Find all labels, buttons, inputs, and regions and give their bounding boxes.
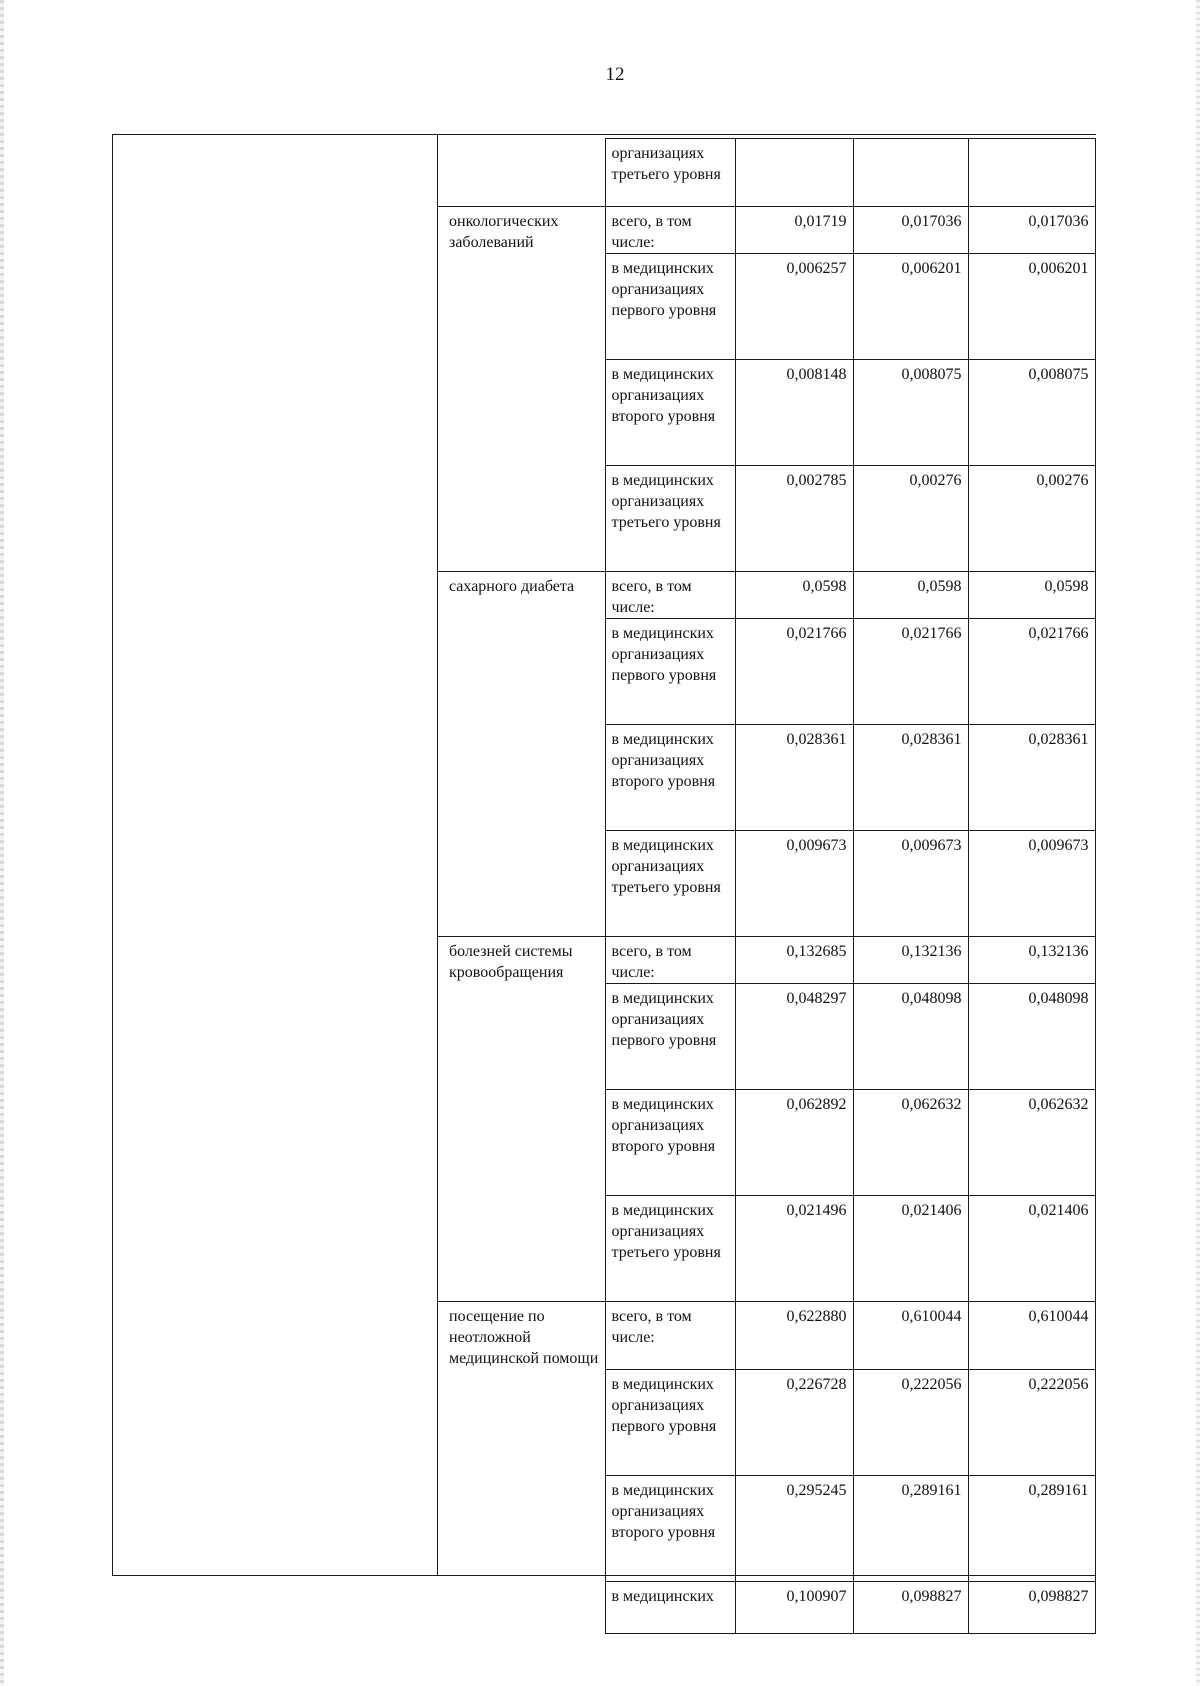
level-cell: в медицинских организациях первого уровня xyxy=(605,984,735,1090)
table-row xyxy=(437,1196,1095,1302)
value-cell-1: 0,226728 xyxy=(735,1369,853,1475)
value-cell-3: 0,048098 xyxy=(968,984,1095,1090)
disease-cell xyxy=(437,1090,605,1196)
value-cell-2: 0,048098 xyxy=(853,984,968,1090)
value-cell-1: 0,048297 xyxy=(735,984,853,1090)
value-cell-3: 0,021766 xyxy=(968,619,1095,725)
value-cell-2: 0,009673 xyxy=(853,831,968,937)
level-cell: всего, в том числе: xyxy=(605,572,735,619)
value-cell-1: 0,01719 xyxy=(735,207,853,254)
value-cell-3: 0,009673 xyxy=(968,831,1095,937)
value-cell-1: 0,062892 xyxy=(735,1090,853,1196)
value-cell-3: 0,610044 xyxy=(968,1302,1095,1370)
disease-cell xyxy=(437,725,605,831)
table-row xyxy=(437,831,1095,937)
level-cell: в медицинских организациях второго уровня xyxy=(605,1090,735,1196)
disease-cell xyxy=(437,254,605,360)
value-cell-2: 0,062632 xyxy=(853,1090,968,1196)
value-cell-2: 0,006201 xyxy=(853,254,968,360)
value-cell-3: 0,098827 xyxy=(968,1581,1095,1633)
table-row xyxy=(437,360,1095,466)
scan-edge-right xyxy=(1196,0,1200,1686)
table-row xyxy=(437,1090,1095,1196)
value-cell-3: 0,132136 xyxy=(968,937,1095,984)
level-cell: в медицинских организациях второго уровня xyxy=(605,360,735,466)
disease-cell: онкологических заболеваний xyxy=(437,207,605,254)
value-cell-3: 0,222056 xyxy=(968,1369,1095,1475)
level-cell: всего, в том числе: xyxy=(605,1302,735,1370)
table-row xyxy=(437,254,1095,360)
value-cell-1: 0,008148 xyxy=(735,360,853,466)
level-cell: в медицинских xyxy=(605,1581,735,1633)
disease-cell xyxy=(437,619,605,725)
table-row xyxy=(437,1581,1095,1633)
disease-cell: болезней системы кровообращения xyxy=(437,937,605,984)
value-cell-2: 0,008075 xyxy=(853,360,968,466)
value-cell-3: 0,289161 xyxy=(968,1475,1095,1581)
value-cell-3: 0,008075 xyxy=(968,360,1095,466)
level-cell: в медицинских организациях первого уровня xyxy=(605,1369,735,1475)
value-cell-3: 0,062632 xyxy=(968,1090,1095,1196)
disease-cell xyxy=(437,1369,605,1475)
level-cell: в медицинских организациях первого уровня xyxy=(605,254,735,360)
value-cell-2: 0,222056 xyxy=(853,1369,968,1475)
table-row xyxy=(437,1475,1095,1581)
value-cell-2 xyxy=(853,139,968,207)
level-cell: всего, в том числе: xyxy=(605,937,735,984)
value-cell-1: 0,002785 xyxy=(735,466,853,572)
value-cell-3: 0,006201 xyxy=(968,254,1095,360)
value-cell-2: 0,017036 xyxy=(853,207,968,254)
disease-cell xyxy=(437,360,605,466)
level-cell: в медицинских организациях третьего уровня xyxy=(605,466,735,572)
value-cell-1 xyxy=(735,139,853,207)
value-cell-3: 0,0598 xyxy=(968,572,1095,619)
value-cell-3 xyxy=(968,139,1095,207)
value-cell-3: 0,021406 xyxy=(968,1196,1095,1302)
value-cell-2: 0,00276 xyxy=(853,466,968,572)
disease-cell xyxy=(437,466,605,572)
value-cell-1: 0,006257 xyxy=(735,254,853,360)
disease-cell xyxy=(437,1196,605,1302)
value-cell-2: 0,028361 xyxy=(853,725,968,831)
value-cell-2: 0,098827 xyxy=(853,1581,968,1633)
value-cell-2: 0,610044 xyxy=(853,1302,968,1370)
disease-cell xyxy=(437,1581,605,1633)
table-row xyxy=(437,466,1095,572)
value-cell-1: 0,0598 xyxy=(735,572,853,619)
table-row xyxy=(437,619,1095,725)
value-cell-1: 0,028361 xyxy=(735,725,853,831)
scan-edge-left xyxy=(0,0,4,1686)
value-cell-1: 0,021496 xyxy=(735,1196,853,1302)
value-cell-2: 0,021406 xyxy=(853,1196,968,1302)
value-cell-1: 0,295245 xyxy=(735,1475,853,1581)
value-cell-2: 0,132136 xyxy=(853,937,968,984)
value-cell-3: 0,028361 xyxy=(968,725,1095,831)
disease-cell xyxy=(437,831,605,937)
table-row xyxy=(437,572,1095,619)
indicators-table xyxy=(437,138,1096,1634)
disease-cell xyxy=(437,984,605,1090)
level-cell: в медицинских организациях третьего уровня xyxy=(605,1196,735,1302)
level-cell: в медицинских организациях первого уровня xyxy=(605,619,735,725)
level-cell: организациях третьего уровня xyxy=(605,139,735,207)
page-number: 12 xyxy=(605,64,625,85)
value-cell-1: 0,021766 xyxy=(735,619,853,725)
level-cell: всего, в том числе: xyxy=(605,207,735,254)
level-cell: в медицинских организациях второго уровня xyxy=(605,725,735,831)
value-cell-1: 0,132685 xyxy=(735,937,853,984)
value-cell-1: 0,009673 xyxy=(735,831,853,937)
disease-cell: сахарного диабета xyxy=(437,572,605,619)
value-cell-3: 0,017036 xyxy=(968,207,1095,254)
value-cell-3: 0,00276 xyxy=(968,466,1095,572)
table-row xyxy=(437,1302,1095,1370)
value-cell-1: 0,622880 xyxy=(735,1302,853,1370)
value-cell-2: 0,021766 xyxy=(853,619,968,725)
table-row xyxy=(437,1369,1095,1475)
value-cell-2: 0,0598 xyxy=(853,572,968,619)
table-row xyxy=(437,139,1095,207)
level-cell: в медицинских организациях второго уровня xyxy=(605,1475,735,1581)
value-cell-1: 0,100907 xyxy=(735,1581,853,1633)
disease-cell xyxy=(437,1475,605,1581)
table-row xyxy=(437,937,1095,984)
level-cell: в медицинских организациях третьего уровня xyxy=(605,831,735,937)
value-cell-2: 0,289161 xyxy=(853,1475,968,1581)
table-row xyxy=(437,725,1095,831)
disease-cell: посещение по неотложной медицинской помощи xyxy=(437,1302,605,1370)
table-row xyxy=(437,207,1095,254)
disease-cell xyxy=(437,139,605,207)
table-row xyxy=(437,984,1095,1090)
